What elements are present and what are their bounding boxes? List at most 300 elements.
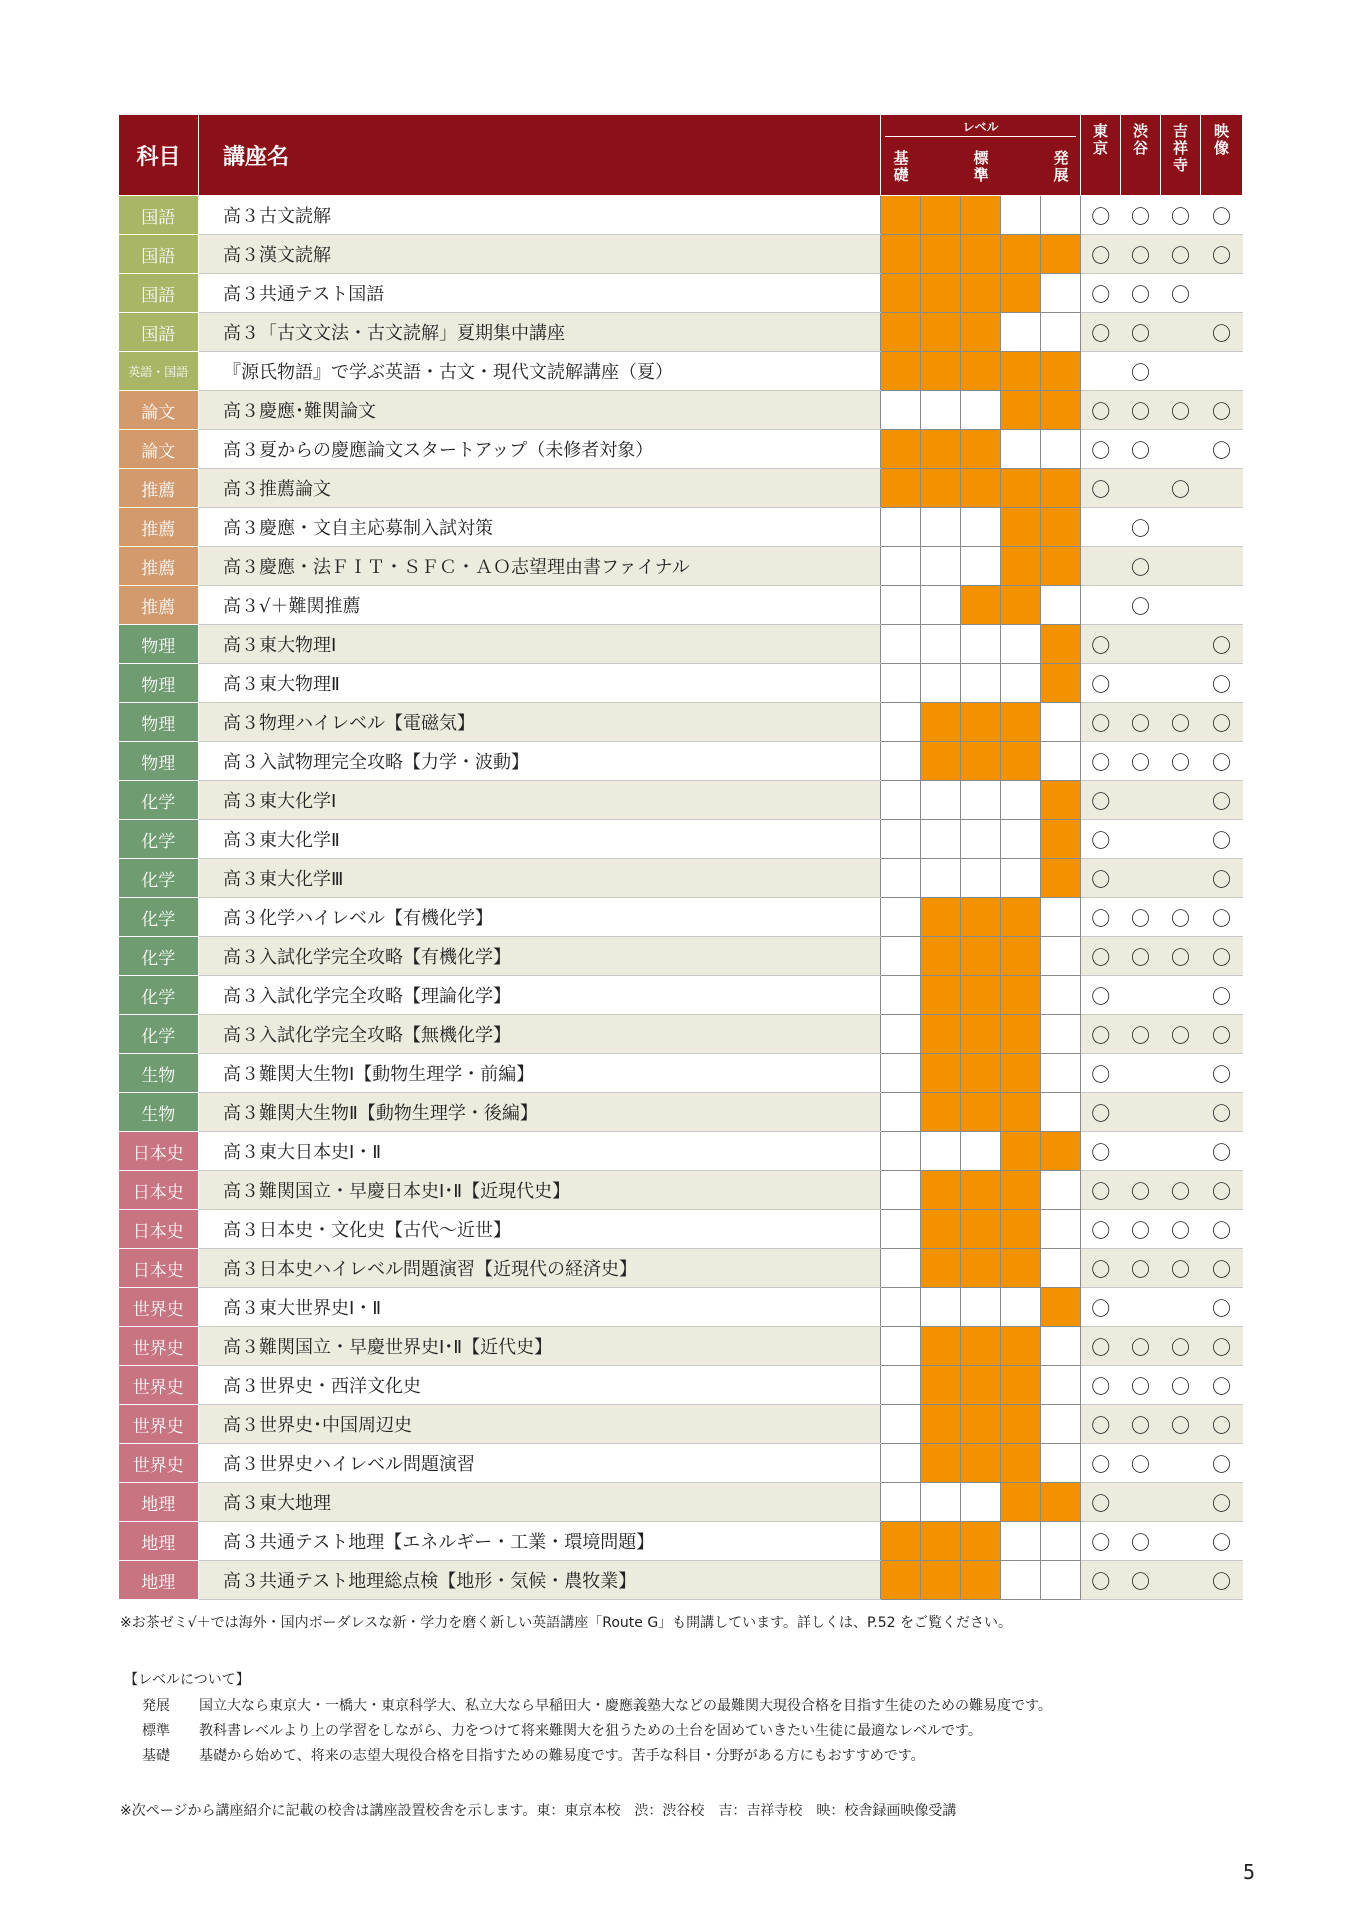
campus-mark-cell: 〇 xyxy=(1121,1561,1161,1600)
level-cell-empty xyxy=(1001,664,1041,703)
course-name-cell: 『源氏物語』で学ぶ英語・古文・現代文読解講座（夏） xyxy=(199,352,881,391)
level-cell-filled xyxy=(921,1366,961,1405)
campus-mark-cell xyxy=(1201,508,1243,547)
level-cell-filled xyxy=(961,1171,1001,1210)
course-name-cell: 高３物理ハイレベル【電磁気】 xyxy=(199,703,881,742)
campus-mark-cell: 〇 xyxy=(1081,469,1121,508)
campus-mark-cell: 〇 xyxy=(1161,196,1201,235)
level-cell-filled xyxy=(961,1210,1001,1249)
campus-mark-cell xyxy=(1081,547,1121,586)
campus-mark-cell: 〇 xyxy=(1121,352,1161,391)
level-cell-empty xyxy=(1041,430,1081,469)
campus-mark-cell: 〇 xyxy=(1161,235,1201,274)
level-cell-filled xyxy=(921,1522,961,1561)
table-row xyxy=(119,1249,1243,1288)
subject-cell: 日本史 xyxy=(119,1171,199,1210)
subject-cell: 世界史 xyxy=(119,1444,199,1483)
level-cell-empty xyxy=(921,1483,961,1522)
campus-mark-cell: 〇 xyxy=(1081,1054,1121,1093)
level-cell-empty xyxy=(921,781,961,820)
level-cell-filled xyxy=(921,976,961,1015)
level-cell-empty xyxy=(921,391,961,430)
level-cell-filled xyxy=(881,196,921,235)
level-cell-empty xyxy=(1041,1015,1081,1054)
level-cell-filled xyxy=(921,898,961,937)
table-row xyxy=(119,1444,1243,1483)
campus-mark-cell: 〇 xyxy=(1081,742,1121,781)
campus-mark-cell: 〇 xyxy=(1201,391,1243,430)
level-cell-empty xyxy=(881,586,921,625)
level-cell-filled xyxy=(961,1249,1001,1288)
campus-mark-cell: 〇 xyxy=(1081,1171,1121,1210)
campus-mark-cell: 〇 xyxy=(1161,1405,1201,1444)
level-cell-empty xyxy=(1041,898,1081,937)
level-cell-filled xyxy=(1041,859,1081,898)
level-cell-empty xyxy=(1041,742,1081,781)
level-cell-filled xyxy=(881,313,921,352)
campus-mark-cell: 〇 xyxy=(1121,703,1161,742)
level-cell-filled xyxy=(921,235,961,274)
table-row xyxy=(119,508,1243,547)
campus-mark-cell xyxy=(1161,352,1201,391)
campus-mark-cell: 〇 xyxy=(1201,1483,1243,1522)
level-cell-empty xyxy=(921,820,961,859)
level-cell-filled xyxy=(921,937,961,976)
subject-cell: 生物 xyxy=(119,1054,199,1093)
level-cell-filled xyxy=(961,1366,1001,1405)
level-cell-empty xyxy=(881,1444,921,1483)
subject-cell: 物理 xyxy=(119,703,199,742)
level-cell-empty xyxy=(1041,1522,1081,1561)
campus-label: 渋谷 xyxy=(1133,122,1149,157)
level-cell-filled xyxy=(1001,1054,1041,1093)
table-header xyxy=(119,115,1243,196)
table-row xyxy=(119,1171,1243,1210)
table-row xyxy=(119,1015,1243,1054)
campus-mark-cell: 〇 xyxy=(1121,937,1161,976)
course-name-cell: 高３東大物理Ⅰ xyxy=(199,625,881,664)
level-cell-filled xyxy=(1001,508,1041,547)
level-cell-empty xyxy=(881,1405,921,1444)
campus-mark-cell: 〇 xyxy=(1201,1405,1243,1444)
course-name-cell: 高３難関大生物Ⅰ【動物生理学・前編】 xyxy=(199,1054,881,1093)
table-row xyxy=(119,1132,1243,1171)
level-cell-filled xyxy=(961,1327,1001,1366)
level-cell-empty xyxy=(921,508,961,547)
level-cell-empty xyxy=(1041,937,1081,976)
course-name-cell: 高３世界史･中国周辺史 xyxy=(199,1405,881,1444)
level-cell-filled xyxy=(921,1093,961,1132)
level-cell-filled xyxy=(921,1561,961,1600)
campus-mark-cell xyxy=(1161,547,1201,586)
campus-mark-cell xyxy=(1201,547,1243,586)
course-name-cell: 高３共通テスト国語 xyxy=(199,274,881,313)
level-cell-filled xyxy=(1041,391,1081,430)
course-name-cell: 高３東大化学Ⅲ xyxy=(199,859,881,898)
level-cell-filled xyxy=(1041,820,1081,859)
level-cell-filled xyxy=(1001,1405,1041,1444)
campus-mark-cell: 〇 xyxy=(1121,547,1161,586)
campus-mark-cell xyxy=(1081,352,1121,391)
level-cell-empty xyxy=(1041,313,1081,352)
course-name-cell: 高３東大日本史Ⅰ・Ⅱ xyxy=(199,1132,881,1171)
campus-mark-cell: 〇 xyxy=(1201,1561,1243,1600)
level-cell-filled xyxy=(1001,235,1041,274)
level-cell-filled xyxy=(1041,781,1081,820)
course-name-cell: 高３難関国立・早慶日本史Ⅰ･Ⅱ【近現代史】 xyxy=(199,1171,881,1210)
table-row xyxy=(119,1054,1243,1093)
campus-mark-cell: 〇 xyxy=(1161,898,1201,937)
course-table xyxy=(118,114,1243,1600)
level-cell-empty xyxy=(1001,1288,1041,1327)
level-cell-filled xyxy=(1041,547,1081,586)
campus-mark-cell: 〇 xyxy=(1081,196,1121,235)
level-cell-empty xyxy=(881,781,921,820)
subject-cell: 日本史 xyxy=(119,1210,199,1249)
level-cell-empty xyxy=(881,1327,921,1366)
subject-cell: 世界史 xyxy=(119,1366,199,1405)
level-cell-empty xyxy=(1041,703,1081,742)
campus-mark-cell xyxy=(1121,976,1161,1015)
campus-mark-cell: 〇 xyxy=(1201,625,1243,664)
level-cell-filled xyxy=(1001,1210,1041,1249)
campus-mark-cell: 〇 xyxy=(1081,703,1121,742)
course-list xyxy=(119,196,1243,1600)
table-row xyxy=(119,469,1243,508)
level-cell-filled xyxy=(961,1405,1001,1444)
header-campus-video xyxy=(1201,115,1243,196)
campus-mark-cell xyxy=(1161,1054,1201,1093)
campus-mark-cell: 〇 xyxy=(1081,820,1121,859)
level-term-basic: 基礎 xyxy=(142,1748,170,1764)
course-name-cell: 高３世界史ハイレベル問題演習 xyxy=(199,1444,881,1483)
level-cell-filled xyxy=(881,274,921,313)
campus-mark-cell: 〇 xyxy=(1121,586,1161,625)
campus-mark-cell: 〇 xyxy=(1201,781,1243,820)
subject-cell: 世界史 xyxy=(119,1288,199,1327)
course-name-cell: 高３世界史・西洋文化史 xyxy=(199,1366,881,1405)
campus-mark-cell xyxy=(1121,1483,1161,1522)
subject-cell: 化学 xyxy=(119,859,199,898)
subject-cell: 物理 xyxy=(119,625,199,664)
level-cell-filled xyxy=(1001,937,1041,976)
level-cell-filled xyxy=(1001,274,1041,313)
campus-mark-cell: 〇 xyxy=(1081,1093,1121,1132)
campus-mark-cell: 〇 xyxy=(1121,313,1161,352)
course-name-cell: 高３東大物理Ⅱ xyxy=(199,664,881,703)
route-g-note: ※お茶ゼミ√＋では海外・国内ボーダレスな新・学力を磨く新しい英語講座「Route G」も開講しています。詳しくは、P.52 をご覧ください。 xyxy=(120,1615,1013,1631)
campus-mark-cell: 〇 xyxy=(1201,1054,1243,1093)
level-cell-empty xyxy=(881,508,921,547)
level-cell-filled xyxy=(921,1405,961,1444)
level-cell-filled xyxy=(921,313,961,352)
campus-mark-cell: 〇 xyxy=(1201,196,1243,235)
campus-mark-cell xyxy=(1201,352,1243,391)
campus-note: ※次ページから講座紹介に記載の校舎は講座設置校舎を示します。東：東京本校 渋：渋谷校 吉：吉祥寺校 映：校舎録画映像受講 xyxy=(120,1803,957,1819)
campus-mark-cell: 〇 xyxy=(1081,1366,1121,1405)
course-name-cell: 高３慶應･難関論文 xyxy=(199,391,881,430)
campus-mark-cell: 〇 xyxy=(1201,1444,1243,1483)
campus-mark-cell: 〇 xyxy=(1081,937,1121,976)
table-row xyxy=(119,976,1243,1015)
subject-cell: 推薦 xyxy=(119,547,199,586)
campus-mark-cell: 〇 xyxy=(1201,1366,1243,1405)
level-title: レベル xyxy=(962,120,999,134)
level-cell-filled xyxy=(961,352,1001,391)
campus-mark-cell: 〇 xyxy=(1121,1405,1161,1444)
campus-mark-cell: 〇 xyxy=(1201,1288,1243,1327)
table-row xyxy=(119,1093,1243,1132)
campus-mark-cell: 〇 xyxy=(1161,1249,1201,1288)
level-cell-filled xyxy=(961,1093,1001,1132)
subject-cell: 化学 xyxy=(119,937,199,976)
course-name-cell: 高３「古文文法・古文読解」夏期集中講座 xyxy=(199,313,881,352)
header-subject: 科目 xyxy=(119,115,199,196)
campus-mark-cell xyxy=(1121,625,1161,664)
level-cell-filled xyxy=(881,1561,921,1600)
campus-mark-cell: 〇 xyxy=(1161,1171,1201,1210)
level-cell-filled xyxy=(961,586,1001,625)
course-name-cell: 高３化学ハイレベル【有機化学】 xyxy=(199,898,881,937)
level-cell-filled xyxy=(1041,352,1081,391)
table-row xyxy=(119,391,1243,430)
level-cell-empty xyxy=(881,1132,921,1171)
subject-cell: 化学 xyxy=(119,820,199,859)
level-cell-empty xyxy=(1001,625,1041,664)
subject-cell: 論文 xyxy=(119,430,199,469)
campus-mark-cell: 〇 xyxy=(1081,898,1121,937)
level-cell-empty xyxy=(921,1132,961,1171)
campus-mark-cell xyxy=(1161,1522,1201,1561)
table-row xyxy=(119,703,1243,742)
campus-mark-cell: 〇 xyxy=(1121,1327,1161,1366)
level-cell-empty xyxy=(1001,430,1041,469)
campus-mark-cell xyxy=(1121,781,1161,820)
campus-mark-cell: 〇 xyxy=(1121,898,1161,937)
header-campus-kichijoji xyxy=(1161,115,1201,196)
campus-mark-cell: 〇 xyxy=(1081,391,1121,430)
campus-mark-cell: 〇 xyxy=(1081,313,1121,352)
course-name-cell: 高３古文読解 xyxy=(199,196,881,235)
course-name-cell: 高３入試物理完全攻略【力学・波動】 xyxy=(199,742,881,781)
campus-mark-cell: 〇 xyxy=(1201,664,1243,703)
level-cell-filled xyxy=(961,1561,1001,1600)
level-cell-empty xyxy=(1041,1327,1081,1366)
level-cell-empty xyxy=(881,391,921,430)
campus-mark-cell: 〇 xyxy=(1081,1522,1121,1561)
level-cell-filled xyxy=(921,1249,961,1288)
level-cell-filled xyxy=(921,1171,961,1210)
campus-mark-cell xyxy=(1161,1093,1201,1132)
level-cell-filled xyxy=(961,469,1001,508)
campus-mark-cell xyxy=(1161,1483,1201,1522)
level-cell-filled xyxy=(1001,1444,1041,1483)
level-cell-filled xyxy=(961,976,1001,1015)
campus-mark-cell: 〇 xyxy=(1161,1015,1201,1054)
level-cell-empty xyxy=(1041,1171,1081,1210)
campus-mark-cell: 〇 xyxy=(1161,937,1201,976)
campus-mark-cell: 〇 xyxy=(1161,1327,1201,1366)
level-cell-filled xyxy=(921,469,961,508)
campus-mark-cell: 〇 xyxy=(1081,274,1121,313)
level-cell-filled xyxy=(1001,469,1041,508)
campus-mark-cell: 〇 xyxy=(1201,430,1243,469)
level-term-standard: 標準 xyxy=(142,1723,170,1739)
level-cell-empty xyxy=(881,1054,921,1093)
campus-mark-cell: 〇 xyxy=(1201,820,1243,859)
campus-mark-cell: 〇 xyxy=(1201,937,1243,976)
subject-cell: 推薦 xyxy=(119,508,199,547)
campus-mark-cell xyxy=(1161,781,1201,820)
level-desc-basic: 基礎から始めて、将来の志望大現役合格を目指すための難易度です。苦手な科目・分野がある方にもおすすめです。 xyxy=(199,1748,925,1764)
campus-mark-cell xyxy=(1121,859,1161,898)
table-row xyxy=(119,235,1243,274)
level-cell-empty xyxy=(1001,313,1041,352)
level-cell-filled xyxy=(921,1015,961,1054)
campus-mark-cell: 〇 xyxy=(1201,1249,1243,1288)
course-name-cell: 高３共通テスト地理【エネルギー・工業・環境問題】 xyxy=(199,1522,881,1561)
campus-mark-cell xyxy=(1161,664,1201,703)
campus-label: 東京 xyxy=(1093,122,1109,157)
campus-mark-cell: 〇 xyxy=(1081,430,1121,469)
campus-mark-cell xyxy=(1161,859,1201,898)
level-cell-empty xyxy=(881,1171,921,1210)
level-cell-empty xyxy=(881,859,921,898)
campus-mark-cell: 〇 xyxy=(1081,976,1121,1015)
level-cell-filled xyxy=(921,1054,961,1093)
campus-mark-cell xyxy=(1121,664,1161,703)
course-name-cell: 高３東大化学Ⅱ xyxy=(199,820,881,859)
level-cell-filled xyxy=(1001,976,1041,1015)
subject-cell: 世界史 xyxy=(119,1405,199,1444)
table-row xyxy=(119,1327,1243,1366)
header-campus-shibuya xyxy=(1121,115,1161,196)
level-cell-filled xyxy=(1001,1327,1041,1366)
campus-mark-cell: 〇 xyxy=(1081,625,1121,664)
campus-label: 映像 xyxy=(1214,122,1230,157)
level-cell-empty xyxy=(1041,1054,1081,1093)
level-cell-filled xyxy=(1041,1483,1081,1522)
level-cell-filled xyxy=(1041,1288,1081,1327)
level-cell-empty xyxy=(1041,976,1081,1015)
campus-mark-cell: 〇 xyxy=(1081,1483,1121,1522)
level-cell-filled xyxy=(921,196,961,235)
campus-mark-cell: 〇 xyxy=(1121,508,1161,547)
level-cell-filled xyxy=(961,430,1001,469)
campus-mark-cell: 〇 xyxy=(1161,391,1201,430)
course-name-cell: 高３日本史・文化史【古代～近世】 xyxy=(199,1210,881,1249)
subject-cell: 世界史 xyxy=(119,1327,199,1366)
campus-mark-cell: 〇 xyxy=(1161,703,1201,742)
level-cell-filled xyxy=(961,898,1001,937)
campus-mark-cell xyxy=(1161,820,1201,859)
course-name-cell: 高３慶應・法ＦＩＴ・ＳＦＣ・ＡＯ志望理由書ファイナル xyxy=(199,547,881,586)
level-cell-empty xyxy=(921,586,961,625)
subject-cell: 推薦 xyxy=(119,469,199,508)
level-cell-filled xyxy=(921,742,961,781)
subject-cell: 日本史 xyxy=(119,1132,199,1171)
campus-mark-cell: 〇 xyxy=(1201,1327,1243,1366)
campus-mark-cell xyxy=(1161,430,1201,469)
subject-cell: 地理 xyxy=(119,1561,199,1600)
course-name-cell: 高３慶應・文自主応募制入試対策 xyxy=(199,508,881,547)
level-cell-empty xyxy=(1041,1444,1081,1483)
campus-mark-cell: 〇 xyxy=(1081,1132,1121,1171)
campus-mark-cell: 〇 xyxy=(1121,1249,1161,1288)
table-row xyxy=(119,781,1243,820)
level-desc-standard: 教科書レベルより上の学習をしながら、力をつけて将来難関大を狙うための土台を固めていきたい生徒に最適なレベルです。 xyxy=(199,1723,982,1739)
level-cell-empty xyxy=(961,781,1001,820)
level-cell-empty xyxy=(881,1015,921,1054)
subject-cell: 日本史 xyxy=(119,1249,199,1288)
table-row xyxy=(119,1483,1243,1522)
level-cell-empty xyxy=(881,1483,921,1522)
course-name-cell: 高３入試化学完全攻略【理論化学】 xyxy=(199,976,881,1015)
campus-mark-cell: 〇 xyxy=(1201,703,1243,742)
level-cell-empty xyxy=(961,664,1001,703)
subject-cell: 国語 xyxy=(119,313,199,352)
campus-mark-cell: 〇 xyxy=(1201,742,1243,781)
level-cell-filled xyxy=(1001,742,1041,781)
level-cell-filled xyxy=(1001,1366,1041,1405)
level-cell-filled xyxy=(921,1444,961,1483)
level-cell-empty xyxy=(1041,1249,1081,1288)
course-name-cell: 高３共通テスト地理総点検【地形・気候・農牧業】 xyxy=(199,1561,881,1600)
subject-cell: 生物 xyxy=(119,1093,199,1132)
level-basic-label: 基礎 xyxy=(893,149,909,184)
level-desc-advanced: 国立大なら東京大・一橋大・東京科学大、私立大なら早稲田大・慶應義塾大などの最難関大現役合格を目指す生徒のための難易度です。 xyxy=(199,1698,1052,1714)
level-cell-empty xyxy=(1001,781,1041,820)
subject-cell: 国語 xyxy=(119,196,199,235)
level-cell-filled xyxy=(1001,352,1041,391)
campus-mark-cell: 〇 xyxy=(1201,976,1243,1015)
course-name-cell: 高３難関国立・早慶世界史Ⅰ･Ⅱ【近代史】 xyxy=(199,1327,881,1366)
campus-mark-cell xyxy=(1121,1054,1161,1093)
level-cell-empty xyxy=(961,859,1001,898)
campus-mark-cell: 〇 xyxy=(1081,1444,1121,1483)
campus-mark-cell: 〇 xyxy=(1121,742,1161,781)
subject-cell: 論文 xyxy=(119,391,199,430)
table-row xyxy=(119,586,1243,625)
subject-cell: 推薦 xyxy=(119,586,199,625)
campus-mark-cell xyxy=(1121,1288,1161,1327)
campus-mark-cell: 〇 xyxy=(1201,1015,1243,1054)
subject-cell: 国語 xyxy=(119,235,199,274)
table-row xyxy=(119,1366,1243,1405)
page-number: 5 xyxy=(1243,1860,1256,1884)
table-row xyxy=(119,859,1243,898)
level-cell-filled xyxy=(1001,1483,1041,1522)
level-cell-empty xyxy=(961,1483,1001,1522)
level-cell-empty xyxy=(1001,1522,1041,1561)
level-cell-empty xyxy=(1001,196,1041,235)
campus-mark-cell: 〇 xyxy=(1121,274,1161,313)
campus-mark-cell xyxy=(1081,508,1121,547)
table-row xyxy=(119,1561,1243,1600)
subject-cell: 化学 xyxy=(119,781,199,820)
level-cell-empty xyxy=(881,625,921,664)
table-row xyxy=(119,352,1243,391)
level-cell-empty xyxy=(961,391,1001,430)
level-cell-empty xyxy=(1041,196,1081,235)
course-name-cell: 高３夏からの慶應論文スタートアップ（未修者対象） xyxy=(199,430,881,469)
campus-mark-cell: 〇 xyxy=(1081,235,1121,274)
level-cell-filled xyxy=(1001,703,1041,742)
level-term-advanced: 発展 xyxy=(142,1698,170,1714)
campus-mark-cell xyxy=(1161,1561,1201,1600)
level-standard-label: 標準 xyxy=(973,149,989,184)
header-campus-tokyo xyxy=(1081,115,1121,196)
